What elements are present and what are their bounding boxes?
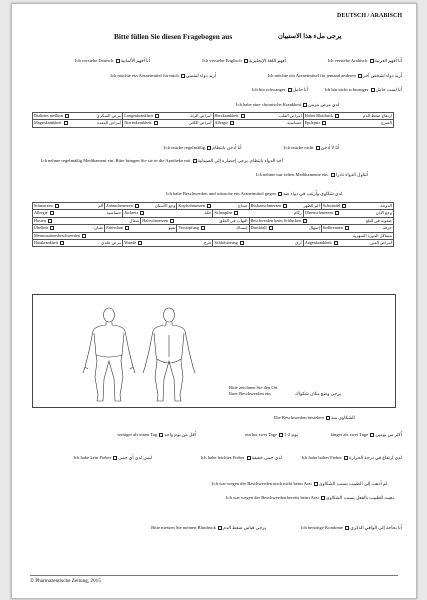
complaint-label: Hautkrankheit <box>34 240 58 246</box>
complaint-label: Verstopfung <box>178 225 199 231</box>
lang-option-0-1-label-arabic: أفهم اللغة الإنجليزية <box>248 58 286 63</box>
complaint-label-arabic: التهاب في الحلق <box>219 217 248 223</box>
chronic-cell[interactable] <box>33 120 123 127</box>
meds-regular[interactable]: Ich nehme regelmäßig Medikament ein. Bitte bringen Sie sie in die Apotheke mit آخذ الدواء بانتظام. يرجى إحضاره إلى الصيدلية <box>41 158 284 163</box>
chronic-cell[interactable] <box>123 113 213 120</box>
complaint-cell[interactable] <box>213 210 303 217</box>
chronic-label-arabic: حساسية <box>287 120 302 126</box>
complaint-label-arabic: مشاكل الدورة الشهرية <box>352 232 392 238</box>
chronic-row <box>33 113 394 120</box>
final-option-0-label-arabic: أنا بحاجة إلى الواقي الذكري <box>350 525 402 530</box>
complaint-label: Zahnschmerzen <box>106 203 133 208</box>
page-title-arabic: يرجى ملء هذا الاستبيان <box>278 33 342 40</box>
fever-option-1[interactable] <box>201 455 282 461</box>
lang-option-2-1[interactable] <box>252 87 308 93</box>
chronic-checkbox[interactable] <box>65 114 69 118</box>
lang-option-1-0-checkbox[interactable] <box>358 74 362 78</box>
lang-option-2-0-label: Ich bin nicht schwanger <box>324 87 369 92</box>
chronic-label: Lungenkrankheit <box>124 113 153 118</box>
complaint-checkbox[interactable] <box>48 219 52 223</box>
body-figure-icon <box>33 295 393 405</box>
complaint-row <box>33 225 394 232</box>
complaint-cell[interactable] <box>33 232 394 239</box>
lang-option-0-0-checkbox[interactable] <box>370 59 374 63</box>
chronic-checkbox[interactable] <box>154 121 158 125</box>
chronic-label-arabic: الصرع <box>381 120 392 126</box>
complaint-cell[interactable] <box>249 203 321 210</box>
complaint-label: Schmerzen <box>34 203 53 208</box>
complaint-label-arabic: تقيؤ <box>168 225 176 231</box>
chronic-label: Diabetes mellitus <box>34 113 64 118</box>
complaint-cell[interactable] <box>33 210 123 217</box>
chronic-label-arabic: أمراض المعدة <box>96 120 122 126</box>
duration-checkbox[interactable] <box>326 416 330 420</box>
meds-rarely-checkbox[interactable] <box>331 173 335 177</box>
final-option-0-checkbox[interactable] <box>345 526 349 530</box>
duration-option-0-label-arabic: أكثر من يومين <box>375 432 402 437</box>
complaint-label: Allergie <box>34 210 48 216</box>
meds-rarely[interactable]: Ich nehme nur selten Medikamente ein. أتناول الدواء نادرا <box>256 172 369 177</box>
complaint-label-arabic: زكام <box>293 210 302 216</box>
complaint-checkbox[interactable] <box>170 219 174 223</box>
chronic-checkbox[interactable] <box>230 121 234 125</box>
duration-option-0-label: länger als zwei Tage <box>330 432 369 437</box>
fever-option-1-label: Ich habe leichtes Fieber <box>200 455 245 460</box>
doctor-already-checkbox[interactable] <box>321 496 325 500</box>
chronic-row <box>33 120 394 127</box>
chronic-label-arabic: أمراض الكلى <box>188 120 212 126</box>
body-caption-de-1: Bitte zeichnen Sie den Ort <box>229 385 278 390</box>
chronic-checkbox[interactable] <box>155 114 159 118</box>
complaint-cell[interactable] <box>33 203 105 210</box>
lang-option-0-1[interactable] <box>202 58 286 64</box>
complaint-label: Beschwerden beim Schlucken <box>250 217 302 223</box>
complaint-checkbox[interactable] <box>138 241 142 245</box>
complaint-row <box>33 203 394 210</box>
complaint-row <box>33 210 394 217</box>
complaint-row <box>33 240 394 247</box>
fever-option-0-label-arabic: لدي ارتفاع في درجة الحرارة <box>349 455 402 460</box>
meds-regular-checkbox[interactable] <box>193 159 197 163</box>
complaint-checkbox[interactable] <box>345 226 349 230</box>
complaint-label: Kopfschmerzen <box>178 203 205 208</box>
duration-question: Die Beschwerden bestehen الشكاوى منذ <box>274 415 355 420</box>
final-option-0-label: Ich benötige Kondome <box>300 525 344 530</box>
chronic-label-arabic: مرض السكري <box>96 113 122 118</box>
language-label: DEUTSCH / ARABISCH <box>336 13 402 19</box>
complaint-label-arabic: أرق <box>295 240 302 246</box>
complaint-checkbox[interactable] <box>303 219 307 223</box>
fever-option-0-label: Ich habe hohes Fieber <box>301 455 342 460</box>
complaint-cell[interactable] <box>303 240 393 247</box>
smoke-no[interactable]: Ich rauche nicht أنا لا أدخن <box>284 145 340 150</box>
complaint-cell[interactable] <box>249 217 393 224</box>
complaint-checkbox[interactable] <box>125 226 129 230</box>
complaint-label: Halsschmerzen <box>142 217 168 223</box>
complaint-label-arabic: ألم <box>97 203 104 208</box>
complaint-checkbox[interactable] <box>207 204 211 208</box>
complaint-label-arabic: الدوخة <box>380 203 392 208</box>
chronic-label: Herzkrankheit <box>214 113 239 118</box>
complaint-cell[interactable] <box>177 203 249 210</box>
complaint-label-arabic: إسهال <box>308 225 320 231</box>
complaint-cell[interactable] <box>123 210 213 217</box>
complaint-label: Juckreiz <box>124 210 139 216</box>
complaint-label: Erbrechen <box>106 225 124 231</box>
complaint-cell[interactable] <box>321 203 393 210</box>
lang-option-0-2-checkbox[interactable] <box>116 59 120 63</box>
lang-option-1-0[interactable] <box>268 73 403 79</box>
complaint-cell[interactable] <box>33 225 105 232</box>
chronic-cell[interactable] <box>33 113 123 120</box>
doctor-already[interactable]: Ich war wegen der Beschwerden bereits beim Arzt ذهبت للطبيب بالفعل بسبب الشكاوى <box>226 495 395 500</box>
complaint-row <box>33 217 394 224</box>
chronic-label: Nierenkrankheit <box>124 120 152 126</box>
complaint-label: Schnupfen <box>214 210 233 216</box>
duration-option-2[interactable] <box>117 432 196 438</box>
smoke-yes-checkbox[interactable] <box>207 146 211 150</box>
final-option-1[interactable] <box>151 525 266 531</box>
complaint-cell[interactable] <box>123 240 213 247</box>
complaint-cell[interactable] <box>249 225 321 232</box>
final-option-0[interactable] <box>301 525 402 531</box>
duration-option-0[interactable] <box>331 432 402 438</box>
complaint-cell[interactable] <box>105 203 177 210</box>
fever-option-2-checkbox[interactable] <box>113 456 117 460</box>
complaint-label-arabic: مرض جلدي <box>101 240 122 246</box>
complaint-checkbox[interactable] <box>240 241 244 245</box>
lang-option-1-0-label-arabic: أريد دواء لشخص آخر <box>362 73 402 78</box>
complaint-label-arabic: حرقة <box>382 225 392 231</box>
body-drawing-area[interactable] <box>32 294 396 408</box>
complaint-cell[interactable] <box>105 225 177 232</box>
chronic-label: Epilepsie <box>304 120 321 126</box>
fever-option-2[interactable] <box>74 455 153 461</box>
lang-option-1-1-label-arabic: أريد دواء لنفسي <box>185 73 216 78</box>
lang-option-2-1-label: Ich bin schwanger <box>251 87 286 92</box>
final-option-1-label: Bitte messen Sie meinen Blutdruck <box>151 525 216 530</box>
complaint-cell[interactable] <box>177 225 249 232</box>
complaint-checkbox[interactable] <box>342 204 346 208</box>
chronic-label-arabic: ارتفاع ضغط الدم <box>362 113 392 118</box>
complaint-label: Wunde <box>124 240 137 246</box>
complaint-checkbox[interactable] <box>234 211 238 215</box>
complaint-label: Menstruationsbeschwerden <box>34 232 80 238</box>
fever-option-1-label-arabic: لدي حمى خفيفة <box>251 455 282 460</box>
doctor-not-yet[interactable]: Ich war wegen der Beschwerden noch nicht beim Arzt لم أذهب إلى الطبيب بسبب الشكاوى <box>212 481 388 486</box>
chronic-cell[interactable] <box>123 120 213 127</box>
chronic-cell[interactable] <box>303 120 393 127</box>
lang-option-0-1-checkbox[interactable] <box>244 59 248 63</box>
lang-option-1-1[interactable] <box>110 73 216 79</box>
complaint-label: Schlafstörung <box>214 240 238 246</box>
complaint-label-arabic: ألم الظهر <box>303 203 320 208</box>
final-option-1-checkbox[interactable] <box>218 526 222 530</box>
lang-option-0-0-label-arabic: أنا أفهم العربية <box>374 58 402 63</box>
complaint-label-arabic: صعوبة في البلع <box>365 217 392 223</box>
duration-option-1[interactable] <box>245 432 298 438</box>
body-caption-de-2: Ihrer Beschwerden ein <box>229 391 271 396</box>
smoke-yes[interactable]: Ich rauche regelmäßig أنا أدخن بانتظام <box>164 145 242 150</box>
duration-option-2-checkbox[interactable] <box>159 433 163 437</box>
copyright-footer: © Pharmazeutische Zeitung, 2015 <box>30 578 101 584</box>
complaint-label-arabic: حكة <box>204 210 212 216</box>
complaints-checkbox[interactable] <box>278 192 282 196</box>
complaint-checkbox[interactable] <box>269 226 273 230</box>
complaint-label: Ohrenschmerzen <box>304 210 334 216</box>
lang-option-0-2[interactable] <box>75 58 150 64</box>
complaint-checkbox[interactable] <box>140 211 144 215</box>
body-caption-ar: يرجى وضع مكان شكواك <box>295 391 342 396</box>
complaint-label: Husten <box>34 217 46 223</box>
complaint-label: Rückenschmerzen <box>250 203 282 208</box>
complaints-question: Ich habe Beschwerden und wünsche ein Arzneimittel gegen لدي شكاوى وأرغب في دواء ضد <box>166 191 343 196</box>
chronic-label-arabic: أمراض القلب <box>278 113 302 118</box>
chronic-label: Allergie <box>214 120 229 126</box>
page-title: Bitte füllen Sie diesen Fragebogen aus <box>114 32 233 41</box>
complaint-cell[interactable] <box>33 240 123 247</box>
complaint-cell[interactable] <box>141 217 249 224</box>
final-option-1-label-arabic: يرجى قياس ضغط الدم <box>223 525 266 530</box>
complaint-label-arabic: غثيان <box>94 225 104 231</box>
complaint-label-arabic: حساسية <box>106 210 122 216</box>
lang-option-2-0[interactable] <box>324 87 402 93</box>
chronic-cell[interactable] <box>213 120 303 127</box>
complaint-label: Sodbrennen <box>322 225 343 231</box>
chronic-checkbox[interactable] <box>303 103 307 107</box>
lang-option-2-1-checkbox[interactable] <box>288 88 292 92</box>
complaint-label: Übelkeit <box>34 225 49 231</box>
complaint-label: Augenkrankheit <box>304 240 332 246</box>
fever-option-0[interactable] <box>301 455 402 461</box>
complaint-cell[interactable] <box>33 217 141 224</box>
duration-option-2-label-arabic: أقل من يوم واحد <box>164 432 196 437</box>
complaint-cell[interactable] <box>213 240 303 247</box>
lang-option-0-2-label-arabic: أنا أفهم الألمانية <box>120 58 150 63</box>
chronic-label: Magenkrankheit <box>34 120 62 126</box>
complaint-checkbox[interactable] <box>60 241 64 245</box>
chronic-checkbox[interactable] <box>335 114 339 118</box>
complaint-label-arabic: صداع <box>238 203 248 208</box>
complaint-checkbox[interactable] <box>201 226 205 230</box>
questionnaire-page <box>11 3 417 599</box>
chronic-checkbox[interactable] <box>241 114 245 118</box>
complaints-table <box>32 202 394 247</box>
chronic-disease-table <box>32 112 394 128</box>
lang-option-0-0-label: Ich verstehe Arabisch <box>327 58 368 63</box>
chronic-cell[interactable] <box>213 113 303 120</box>
lang-option-2-0-checkbox[interactable] <box>371 88 375 92</box>
complaint-checkbox[interactable] <box>50 226 54 230</box>
lang-option-2-0-label-arabic: أنا لست حامل <box>375 87 402 92</box>
fever-option-2-label: Ich habe kein Fieber <box>73 455 112 460</box>
duration-option-0-checkbox[interactable] <box>370 433 374 437</box>
duration-option-2-label: weniger als einen Tag <box>117 432 158 437</box>
doctor-not-yet-checkbox[interactable] <box>314 482 318 486</box>
lang-option-0-1-label: Ich verstehe Englisch <box>202 58 242 63</box>
lang-option-0-2-label: Ich verstehe Deutsch <box>74 58 114 63</box>
complaint-label-arabic: وجع الأسنان <box>154 203 176 208</box>
chronic-question: Ich habe eine chronische Krankheit لدي مرض مزمن <box>236 102 340 107</box>
complaint-cell[interactable] <box>303 210 393 217</box>
complaint-label: Schwindel <box>322 203 341 208</box>
complaint-checkbox[interactable] <box>334 241 338 245</box>
complaint-checkbox[interactable] <box>283 204 287 208</box>
complaint-checkbox[interactable] <box>135 204 139 208</box>
lang-option-1-1-checkbox[interactable] <box>181 74 185 78</box>
fever-option-1-checkbox[interactable] <box>247 456 251 460</box>
complaint-cell[interactable] <box>321 225 393 232</box>
duration-option-1-label: ein bis zwei Tage <box>245 432 278 437</box>
complaint-checkbox[interactable] <box>55 204 59 208</box>
duration-option-1-label-arabic: 1-2 يوم <box>284 432 298 437</box>
complaint-checkbox[interactable] <box>50 211 54 215</box>
lang-option-1-1-label: Ich möchte ein Arzneimittel für mich <box>110 73 179 78</box>
smoke-no-checkbox[interactable] <box>316 146 320 150</box>
chronic-cell[interactable] <box>303 113 393 120</box>
complaint-label-arabic: جرح <box>203 240 212 246</box>
lang-option-0-0[interactable] <box>328 58 402 64</box>
complaint-row <box>33 232 394 239</box>
complaint-label-arabic: وجع الأذن <box>375 210 392 216</box>
fever-option-2-label-arabic: ليس لدي أي حمى <box>118 455 152 460</box>
complaint-label-arabic: سعال <box>129 217 140 223</box>
footer-divider <box>30 575 398 576</box>
chronic-label-arabic: أمراض الرئة <box>190 113 212 118</box>
chronic-label: Hoher Blutdruck <box>304 113 334 118</box>
fever-option-0-checkbox[interactable] <box>344 456 348 460</box>
complaint-checkbox[interactable] <box>82 234 86 238</box>
lang-option-2-1-label-arabic: أنا حامل <box>292 87 308 92</box>
duration-option-1-checkbox[interactable] <box>279 433 283 437</box>
lang-option-1-0-label: Ich möchte ein Arzneimittel für jemand anderen <box>267 73 356 78</box>
complaint-label-arabic: إمساك <box>235 225 248 231</box>
complaint-label: Durchfall <box>250 225 267 231</box>
complaint-checkbox[interactable] <box>335 211 339 215</box>
complaint-label-arabic: أمراض العين <box>370 240 392 246</box>
chronic-checkbox[interactable] <box>64 121 68 125</box>
chronic-checkbox[interactable] <box>322 121 326 125</box>
